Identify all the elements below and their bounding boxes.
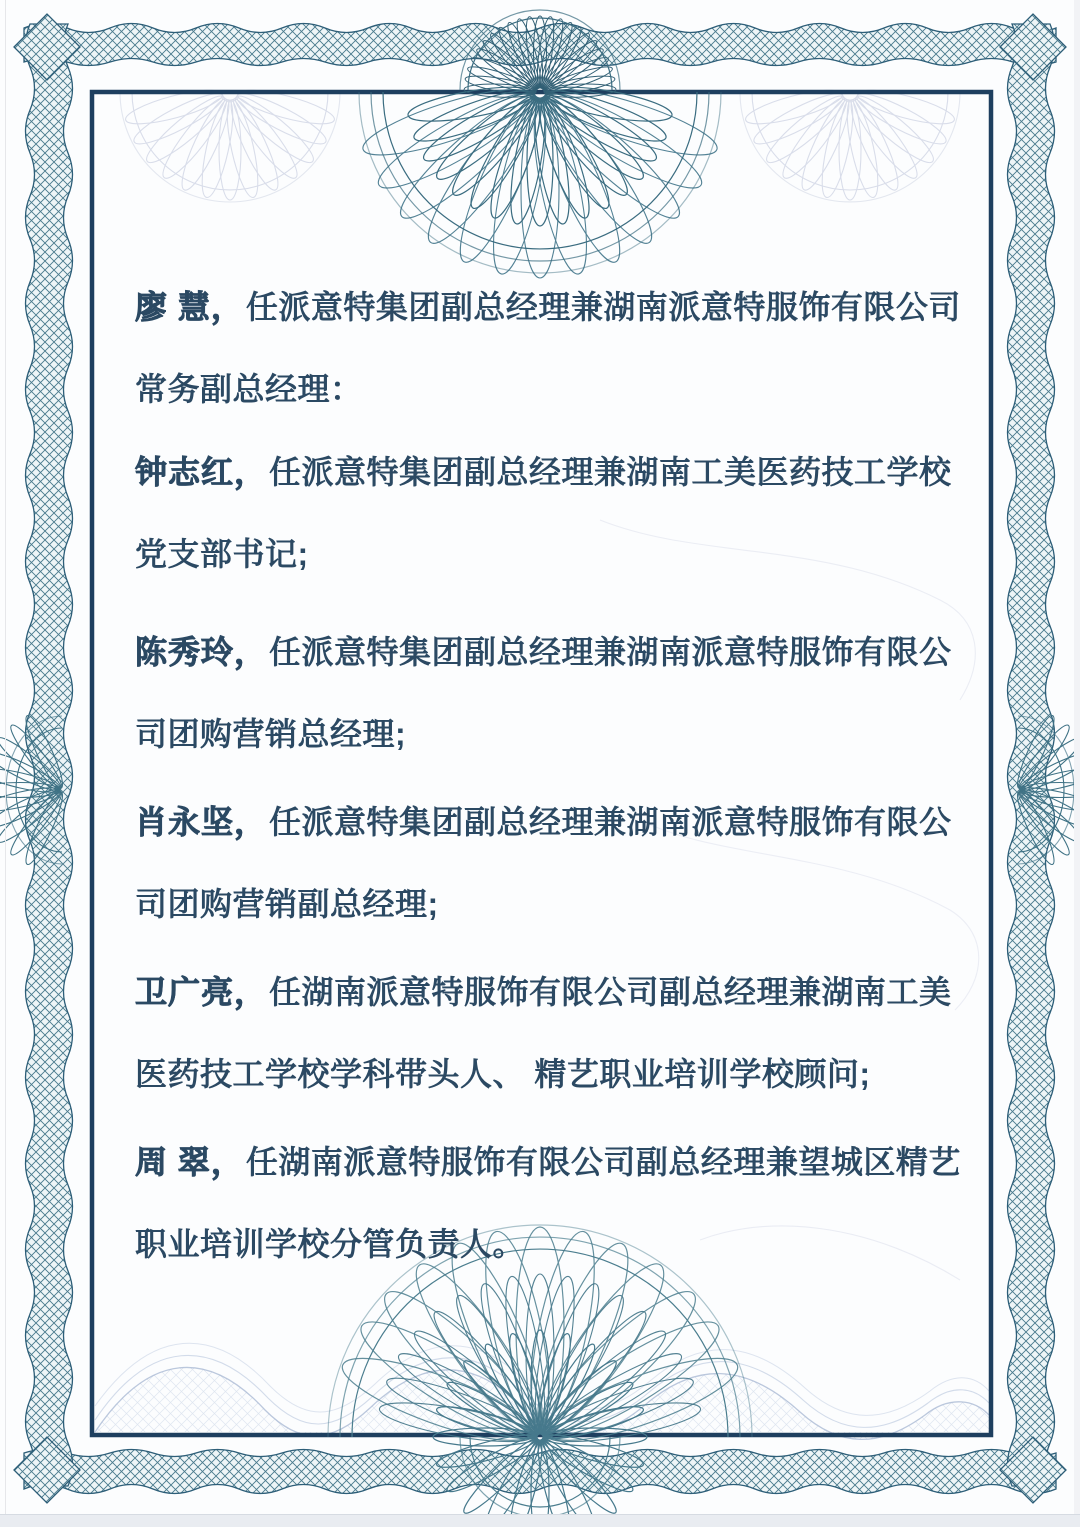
scan-edge-right: [1074, 0, 1080, 1527]
appointment-text: 任派意特集团副总经理兼湖南派意特服饰有限公: [269, 804, 952, 840]
appointment-text: 任派意特集团副总经理兼湖南工美医药技工学校: [269, 454, 952, 490]
text-line: [135, 1119, 995, 1201]
text-line: [135, 429, 995, 511]
appointment-paragraph: [135, 1119, 995, 1283]
text-line: [135, 264, 995, 346]
corner-diamond-top-right: [1000, 14, 1066, 80]
appointment-text: 职业培训学校分管负责人。: [135, 1226, 526, 1262]
appointment-paragraph: [135, 429, 995, 593]
person-name: 卫广亮，: [135, 974, 268, 1010]
document-body: [135, 264, 995, 1283]
appointment-text: 任湖南派意特服饰有限公司副总经理兼湖南工美: [269, 974, 952, 1010]
appointment-text: 医药技工学校学科带头人、 精艺职业培训学校顾问;: [135, 1056, 871, 1092]
appointment-paragraph: [135, 264, 995, 428]
person-name: 廖 慧，: [135, 289, 244, 325]
text-line: [135, 1201, 995, 1283]
appointment-text: 司团购营销总经理;: [135, 716, 407, 752]
appointment-text: 任派意特集团副总经理兼湖南派意特服饰有限公司: [245, 289, 961, 325]
text-line: [135, 346, 995, 428]
person-name: 周 翠，: [135, 1144, 244, 1180]
appointment-text: 任湖南派意特服饰有限公司副总经理兼望城区精艺: [245, 1144, 961, 1180]
text-line: [135, 511, 995, 593]
person-name: 肖永坚，: [135, 804, 268, 840]
text-line: [135, 861, 995, 943]
person-name: 钟志红，: [135, 454, 268, 490]
appointment-text: 常务副总经理：: [135, 371, 363, 407]
appointment-paragraph: [135, 779, 995, 943]
text-line: [135, 609, 995, 691]
appointment-paragraph: [135, 609, 995, 773]
text-line: [135, 779, 995, 861]
text-line: [135, 949, 995, 1031]
top-left-fan: [120, 83, 340, 202]
appointment-text: 党支部书记;: [135, 536, 309, 572]
person-name: 陈秀玲，: [135, 634, 268, 670]
scan-edge-left: [5, 0, 6, 1527]
appointment-text: 任派意特集团副总经理兼湖南派意特服饰有限公: [269, 634, 952, 670]
top-right-fan: [740, 83, 960, 201]
scan-edge-bottom: [0, 1514, 1080, 1527]
corner-diamond-top-left: [14, 14, 80, 80]
text-line: [135, 691, 995, 773]
appointment-text: 司团购营销副总经理;: [135, 886, 439, 922]
text-line: [135, 1031, 995, 1113]
appointment-paragraph: [135, 949, 995, 1113]
